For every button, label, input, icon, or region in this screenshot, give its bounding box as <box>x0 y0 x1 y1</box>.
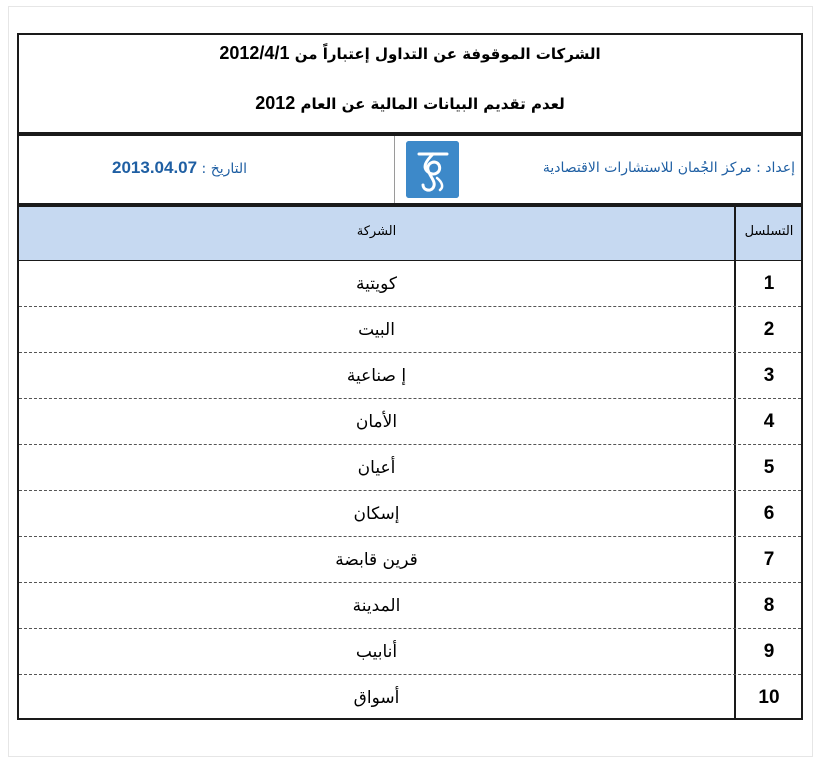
title-line-2 <box>19 93 801 114</box>
serial-cell: 1 <box>763 273 775 294</box>
serial-cell: 6 <box>763 503 775 524</box>
al-joman-logo-icon <box>406 141 459 198</box>
serial-cell: 10 <box>758 687 780 708</box>
serial-cell: 7 <box>763 549 775 570</box>
title-block <box>19 35 801 132</box>
table-header <box>19 207 801 261</box>
info-row <box>19 136 801 203</box>
title-line-2-year: 2012 <box>255 93 296 113</box>
company-cell: البيت <box>358 320 395 340</box>
company-cell: إسكان <box>353 504 400 524</box>
column-header-company: الشركة <box>356 224 397 239</box>
table-row <box>19 261 801 307</box>
table-row <box>19 537 801 583</box>
company-cell: إ صناعية <box>346 366 407 386</box>
date-value: 2013.04.07 <box>112 158 198 177</box>
title-line-1 <box>19 43 801 64</box>
company-cell: الأمان <box>355 412 398 432</box>
serial-cell: 9 <box>763 641 775 662</box>
title-line-1-text: الشركات الموقوفة عن التداول إعتباراً من <box>294 45 601 63</box>
table-row <box>19 629 801 675</box>
report-date <box>112 158 247 178</box>
info-divider <box>394 136 395 203</box>
serial-cell: 5 <box>763 457 775 478</box>
prepared-by: إعداد : مركز الجُمان للاستشارات الاقتصادية <box>542 160 795 176</box>
table-body <box>19 261 801 721</box>
company-cell: أسواق <box>353 688 400 708</box>
serial-cell: 4 <box>763 411 775 432</box>
company-cell: أنابيب <box>355 642 398 662</box>
serial-cell: 3 <box>763 365 775 386</box>
date-label: التاريخ : <box>201 161 248 177</box>
table-row <box>19 399 801 445</box>
table-row <box>19 307 801 353</box>
company-cell: قرين قابضة <box>335 550 418 570</box>
company-cell: كويتية <box>356 274 397 294</box>
serial-cell: 8 <box>763 595 775 616</box>
column-header-serial: التسلسل <box>744 224 794 239</box>
table-row <box>19 675 801 721</box>
document-table <box>17 33 803 720</box>
table-row <box>19 491 801 537</box>
company-cell: المدينة <box>352 596 401 616</box>
table-row <box>19 445 801 491</box>
title-line-1-date: 2012/4/1 <box>219 43 290 63</box>
table-row <box>19 353 801 399</box>
company-cell: أعيان <box>357 458 396 478</box>
table-row <box>19 583 801 629</box>
serial-cell: 2 <box>763 319 775 340</box>
title-line-2-text: لعدم تقديم البيانات المالية عن العام <box>300 95 565 113</box>
